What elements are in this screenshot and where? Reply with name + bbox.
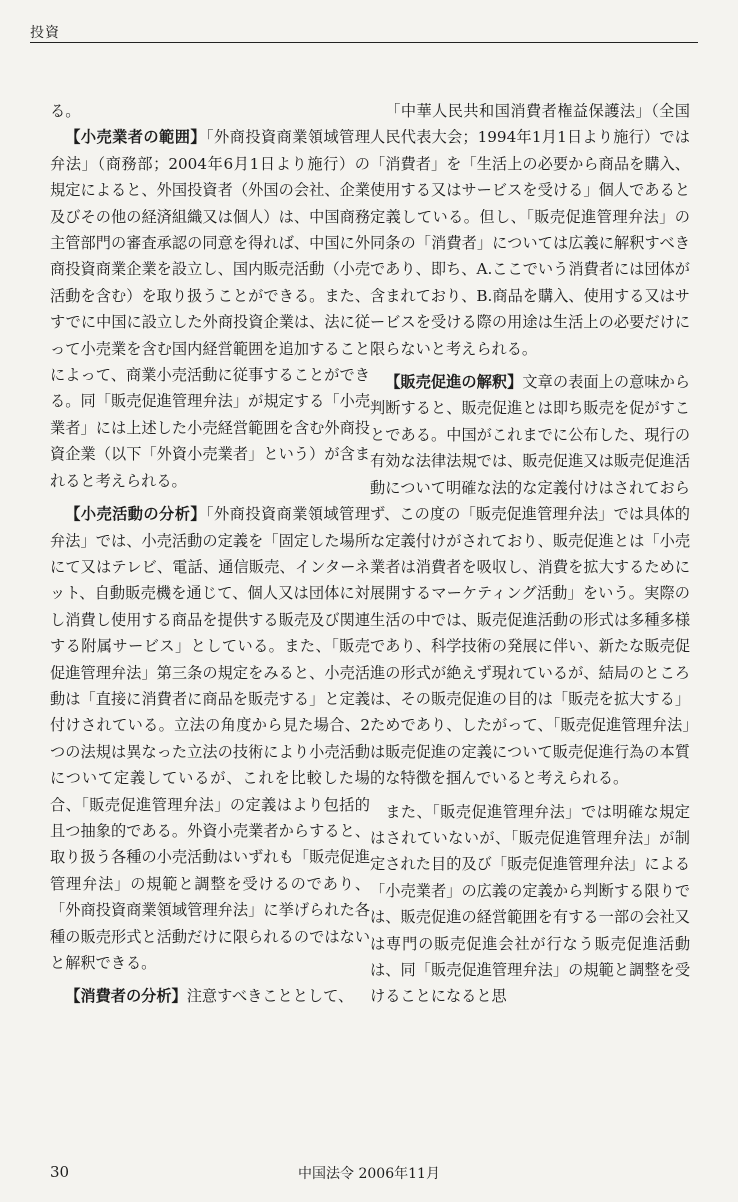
paragraph-text: 「外商投資商業領域管理弁法」では、小売活動の定義を「固定した場所にて又はテレビ、電話、通信販売、インターネット、自動販売機を通じて、個人又は団体に対し消費し使用する商品を提供する販売及び関連する附属サービス」としている。また、「販売促進管理弁法」第三条の規定をみると、小売活動は「直接に消費者に商品を販売する」と定義付けされている。立法の角度から見た場合、2つの法規は異なった立法の技術により小売活動について定義しているが、これを比較した場合、「販売促進管理弁法」の定義はより包括的且つ抽象的である。外資小売業者からすると、取り扱う各種の小売活動はいずれも「販売促進管理弁法」の規範と調整を受けるのであり、「外商投資商業領域管理弁法」に挙げられた各種の販売形式と活動だけに限られるのではないと解釈できる。 xyxy=(50,505,371,972)
paragraph-continuation xyxy=(50,98,370,124)
section-heading: 【消費者の分析】 xyxy=(65,987,187,1006)
paragraph-retailer-scope xyxy=(50,124,370,494)
header-rule xyxy=(30,42,698,43)
paragraph-text: 「外商投資商業領域管理弁法」（商務部；2004年6月1日より施行）の規定によると、外国投資者（外国の会社、企業及びその他の経済組織又は個人）は、中国商務主管部門の審査承認の同意を得れば、中国に外商投資商業企業を設立し、国内販売活動（小売活動を含む）を取り扱うことができる。また、すでに中国に設立した外商投資企業は、法に従って小売業を含む国内経営範囲を追加することによって、商業小売活動に従事することができる。同「販売促進管理弁法」が規定する「小売業者」には上述した小売経営範囲を含む外商投資企業（以下「外資小売業者」という）が含まれると考えられる。 xyxy=(50,128,371,490)
paragraph-promotion-interpretation xyxy=(370,369,690,792)
section-heading: 【小売業者の範囲】 xyxy=(65,128,206,147)
paragraph-text: 文章の表面上の意味から判断すると、販売促進とは即ち販売を促がすことである。中国がこれまでに公布した、現行の有効な法律法規では、販売促進又は販売促進活動について明確な法的な定義付けはされておらず、この度の「販売促進管理弁法」では具体的な定義付けがされており、販売促進とは「小売業者は消費者を吸収し、消費を拡大するために展開するマーケティング活動」をいう。実際の生活の中では、販売促進活動の形式は多種多様であり、科学技術の発展に伴い、新たな販売促進の形式が絶えず現れているが、結局のところは、その販売促進の目的は「販売を拡大する」ためであり、したがって、「販売促進管理弁法」は販売促進の定義について販売促進行為の本質的な特徴を掴んでいると考えられる。 xyxy=(370,373,691,788)
section-heading: 【販売促進の解釈】 xyxy=(385,373,523,392)
section-label: 投資 xyxy=(30,25,60,41)
left-column xyxy=(50,98,370,1010)
paragraph-retail-activity xyxy=(50,501,370,976)
right-column xyxy=(370,98,690,1010)
paragraph-consumer-definition xyxy=(370,98,690,362)
page-number: 30 xyxy=(50,1163,70,1181)
paragraph-text: 「中華人民共和国消費者権益保護法」（全国人民代表大会；1994年1月1日より施行）では「消費者」を「生活上の必要から商品を購入、使用する又はサービスを受ける」個人であると定義している。但し、「販売促進管理弁法」の同条の「消費者」については広義に解釈すべきであり、即ち、A.ここでいう消費者には団体が含まれており、B.商品を購入、使用する又はサービスを受ける際の用途は生活上の必要だけに限らないと考えられる。 xyxy=(370,102,690,358)
paragraph-promotion-scope xyxy=(370,799,690,1010)
section-heading: 【小売活動の分析】 xyxy=(65,505,206,524)
paragraph-text: る。 xyxy=(50,102,81,120)
paragraph-text: また、「販売促進管理弁法」では明確な規定はされていないが、「販売促進管理弁法」が制定された目的及び「販売促進管理弁法」による「小売業者」の広義の定義から判断する限りでは、販売促進の経営範囲を有する一部の会社又は専門の販売促進会社が行なう販売促進活動は、同「販売促進管理弁法」の規範と調整を受けることになると思 xyxy=(370,802,690,1006)
journal-footer: 中国法令 2006年11月 xyxy=(298,1166,440,1182)
paragraph-text: 注意すべきこととして、 xyxy=(186,987,354,1006)
paragraph-consumer-analysis xyxy=(50,983,370,1009)
